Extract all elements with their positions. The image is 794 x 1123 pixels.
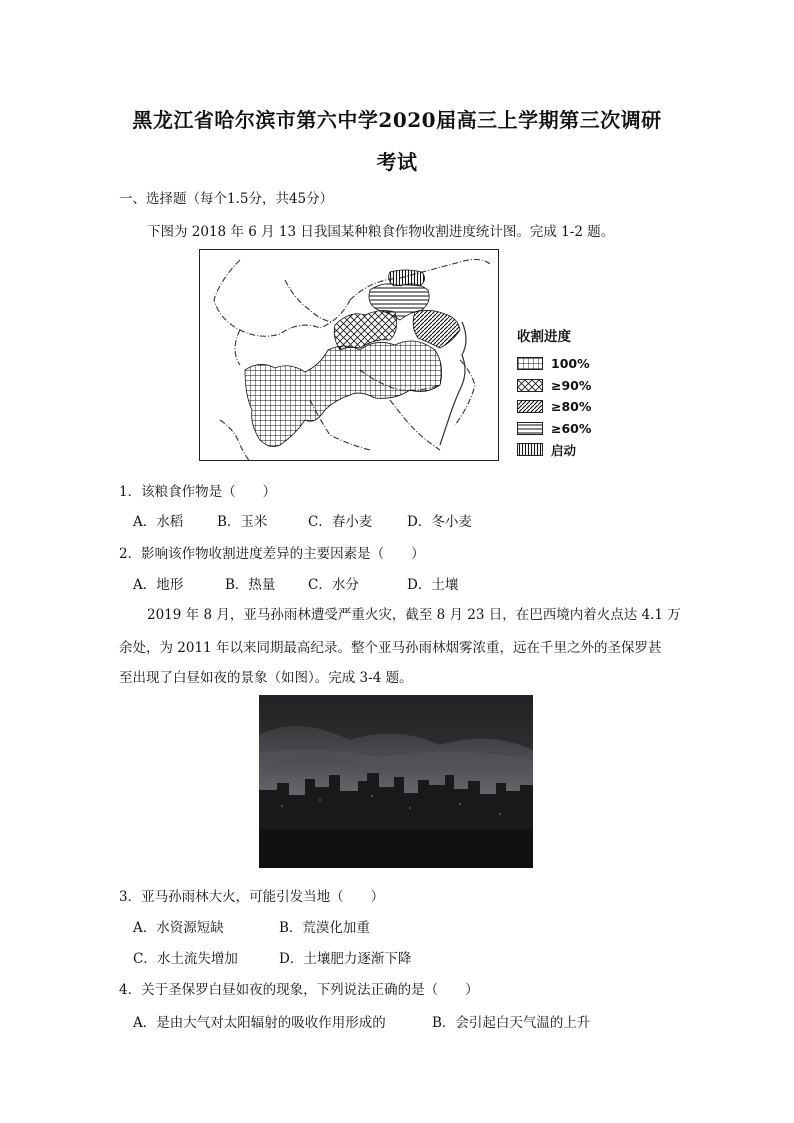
grid-pattern-swatch	[517, 357, 543, 370]
question-2-stem: 2．影响该作物收割进度差异的主要因素是（ ）	[119, 546, 425, 562]
question-1-option-c: C．春小麦	[308, 514, 373, 530]
section-heading: 一、选择题（每个1.5分，共45分）	[119, 191, 334, 207]
question-2-option-b: B．热量	[225, 577, 276, 593]
question-3-stem: 3．亚马孙雨林大火，可能引发当地（ ）	[119, 889, 385, 905]
vertical-pattern-swatch	[517, 443, 543, 456]
cross-pattern-swatch	[517, 379, 543, 392]
diagonal-pattern-swatch	[517, 400, 543, 413]
legend-item	[517, 396, 591, 418]
page-title-line-2: 考试	[376, 150, 418, 174]
question-3-option-c: C．水土流失增加	[133, 951, 238, 967]
china-map-graphic	[200, 250, 499, 461]
question-4-option-b: B．会引起白天气温的上升	[432, 1015, 591, 1031]
legend-label: ≥90%	[551, 377, 592, 393]
question-1-stem: 1．该粮食作物是（ ）	[119, 484, 277, 500]
intro-text-2-line-2: 余处，为 2011 年以来同期最高纪录。整个亚马孙雨林烟雾浓重，远在千里之外的圣保罗甚	[119, 640, 662, 656]
legend-label: 启动	[551, 442, 577, 458]
question-4-stem: 4．关于圣保罗白昼如夜的现象，下列说法正确的是（ ）	[119, 982, 479, 998]
question-1-option-b: B．玉米	[217, 514, 268, 530]
city-skyline-graphic	[259, 695, 533, 868]
intro-text-1: 下图为 2018 年 6 月 13 日我国某种粮食作物收割进度统计图。完成 1-2 题。	[147, 224, 615, 240]
intro-text-2-line-3: 至出现了白昼如夜的景象（如图）。完成 3-4 题。	[119, 670, 413, 686]
legend-label: ≥60%	[551, 420, 592, 436]
question-4-option-a: A．是由大气对太阳辐射的吸收作用形成的	[133, 1015, 386, 1031]
legend-item	[517, 439, 591, 461]
question-3-option-b: B．荒漠化加重	[279, 920, 370, 936]
harvest-progress-map	[199, 249, 499, 461]
page-title-line-1: 黑龙江省哈尔滨市第六中学2020届高三上学期第三次调研	[132, 108, 662, 132]
question-2-option-d: D．土壤	[407, 577, 459, 593]
question-1-option-d: D．冬小麦	[407, 514, 472, 530]
legend-label: 100%	[551, 356, 590, 372]
intro-text-2-line-1: 2019 年 8 月，亚马孙雨林遭受严重火灾，截至 8 月 23 日，在巴西境内着火点达 4.1 万	[147, 607, 681, 623]
sao-paulo-dark-sky-photo	[259, 695, 533, 868]
question-3-option-d: D．土壤肥力逐渐下降	[279, 951, 412, 967]
legend-item	[517, 418, 591, 440]
question-2-option-c: C．水分	[308, 577, 359, 593]
legend-item	[517, 353, 591, 375]
legend-label: ≥80%	[551, 399, 592, 415]
legend-title: 收割进度	[517, 329, 571, 345]
question-2-option-a: A．地形	[133, 577, 184, 593]
question-3-option-a: A．水资源短缺	[133, 920, 224, 936]
map-legend	[517, 325, 591, 461]
horizontal-pattern-swatch	[517, 422, 543, 435]
legend-item	[517, 375, 591, 397]
question-1-option-a: A．水稻	[133, 514, 184, 530]
